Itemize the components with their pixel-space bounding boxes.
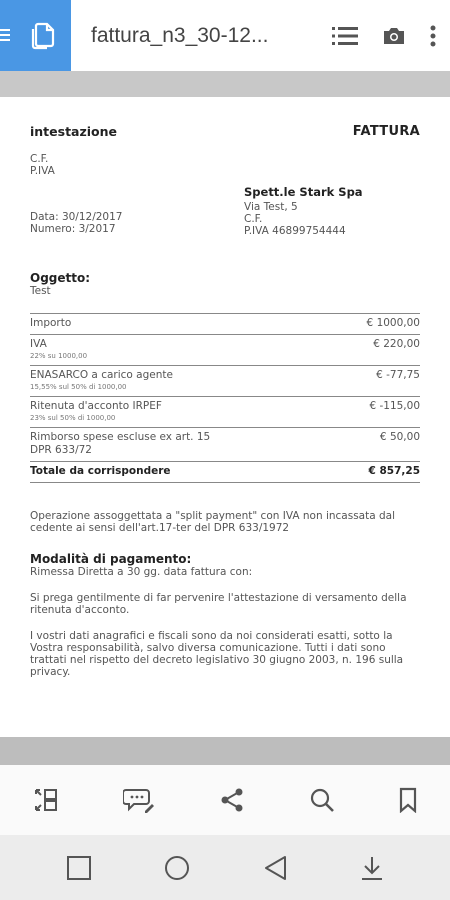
- split-payment-note-line2: cedente ai sensi dell'art.17-ter del DPR 633/1972: [30, 522, 290, 534]
- row-sublabel: 15,55% sul 50% di 1000,00: [30, 383, 127, 391]
- row-label-line2: DPR 633/72: [30, 444, 92, 456]
- top-app-bar: [0, 0, 450, 71]
- row-sublabel: 23% sul 50% di 1000,00: [30, 414, 116, 422]
- payment-text: Rimessa Diretta a 30 gg. data fattura con:: [30, 566, 253, 578]
- row-value: € -77,75: [376, 369, 420, 381]
- privacy-line4: privacy.: [30, 666, 71, 678]
- document-title: fattura_n3_30-12...: [91, 23, 269, 47]
- camera-icon[interactable]: [382, 26, 406, 46]
- row-sublabel: 22% su 1000,00: [30, 352, 88, 360]
- page-gap-bottom: [0, 737, 450, 765]
- row-value: € 50,00: [379, 431, 420, 443]
- row-label: Ritenuta d'acconto IRPEF: [30, 400, 162, 412]
- ritenuta-note-line2: ritenuta d'acconto.: [30, 604, 130, 616]
- row-label: ENASARCO a carico agente: [30, 369, 173, 381]
- row-label: IVA: [30, 338, 47, 350]
- split-payment-note-line1: Operazione assoggettata a "split payment" con IVA non incassata dal: [30, 510, 396, 522]
- row-value: € 220,00: [373, 338, 420, 350]
- invoice-header-left: intestazione: [30, 124, 118, 139]
- table-row: [30, 397, 420, 428]
- subject-label: Oggetto:: [30, 271, 91, 285]
- row-label: Importo: [30, 317, 72, 329]
- sender-piva: P.IVA: [30, 165, 55, 177]
- list-icon[interactable]: [332, 25, 358, 47]
- recipient-name: Spett.le Stark Spa: [244, 185, 363, 199]
- row-label: Rimborso spese escluse ex art. 15: [30, 431, 211, 443]
- total-row: [30, 462, 420, 483]
- recipient-address: Via Test, 5: [244, 201, 298, 213]
- privacy-line1: I vostri dati anagrafici e fiscali sono da noi considerati esatti, sotto la: [30, 630, 393, 642]
- document-menu-button[interactable]: [0, 0, 71, 71]
- page-gap: [0, 71, 450, 97]
- document-icon: [31, 22, 55, 50]
- invoice-page: [0, 97, 450, 737]
- bottom-toolbar: [0, 765, 450, 835]
- sender-cf: C.F.: [30, 153, 49, 165]
- recipient-cf: C.F.: [244, 213, 263, 225]
- invoice-header-right: FATTURA: [352, 124, 420, 139]
- table-row: [30, 366, 420, 397]
- recipient-piva: P.IVA 46899754444: [244, 225, 346, 237]
- invoice-date: Data: 30/12/2017: [30, 211, 123, 223]
- invoice-table: [30, 313, 420, 483]
- menu-icon: [0, 27, 10, 43]
- table-row: [30, 313, 420, 335]
- hide-keyboard-icon[interactable]: [360, 855, 384, 881]
- more-vert-icon[interactable]: [430, 25, 436, 47]
- invoice-number: Numero: 3/2017: [30, 223, 116, 235]
- ritenuta-note-line1: Si prega gentilmente di far pervenire l'attestazione di versamento della: [30, 592, 407, 604]
- recents-icon[interactable]: [67, 856, 91, 880]
- fit-page-icon[interactable]: [32, 787, 60, 813]
- comment-icon[interactable]: [123, 787, 155, 813]
- privacy-line2: Vostra responsabilità, salvo diversa comunicazione. Tutti i dati sono: [30, 642, 386, 654]
- system-nav-bar: [0, 835, 450, 900]
- table-row: [30, 335, 420, 366]
- privacy-line3: trattati nel rispetto del decreto legislativo 30 giugno 2003, n. 196 sulla: [30, 654, 404, 666]
- home-icon[interactable]: [164, 855, 190, 881]
- share-icon[interactable]: [219, 787, 245, 813]
- bookmark-icon[interactable]: [398, 787, 418, 813]
- back-icon[interactable]: [263, 855, 287, 881]
- row-value: € 1000,00: [366, 317, 420, 329]
- subject-value: Test: [30, 285, 51, 297]
- payment-heading: Modalità di pagamento:: [30, 552, 192, 566]
- row-value: € -115,00: [369, 400, 420, 412]
- search-icon[interactable]: [309, 787, 335, 813]
- total-label: Totale da corrispondere: [30, 465, 171, 477]
- total-value: € 857,25: [368, 465, 420, 477]
- table-row: [30, 428, 420, 462]
